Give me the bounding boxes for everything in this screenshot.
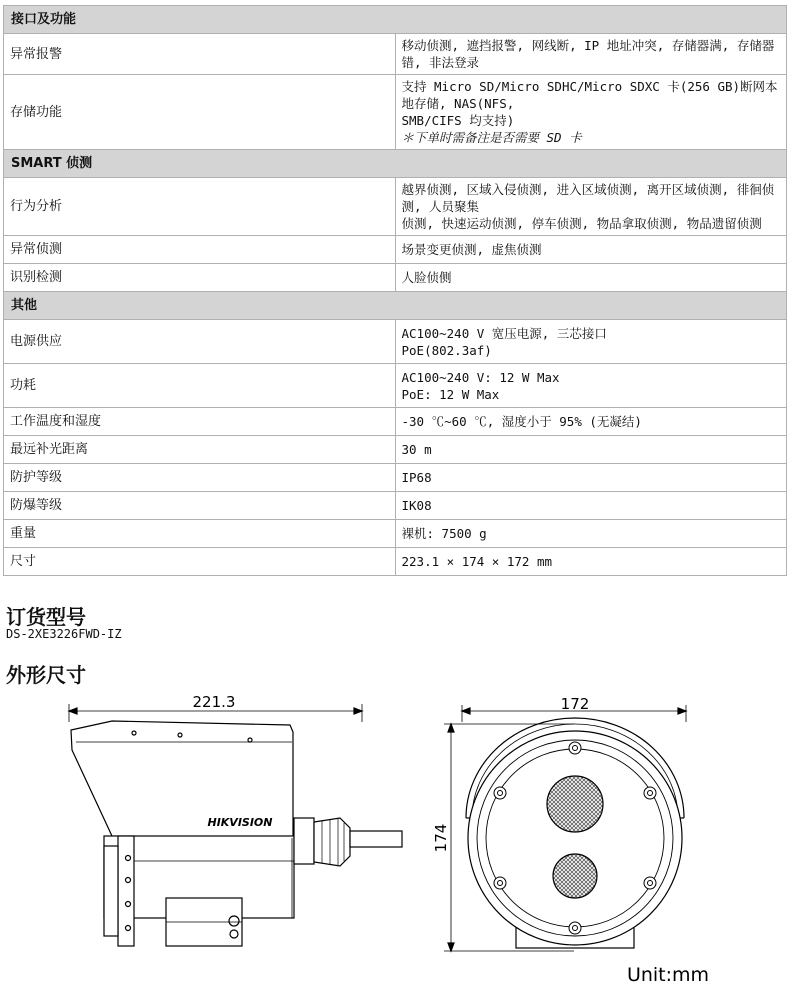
section-title: 其他 bbox=[4, 292, 787, 320]
spec-value-line: IK08 bbox=[401, 498, 432, 513]
spec-value-line: 越界侦测, 区域入侵侦测, 进入区域侦测, 离开区域侦测, 徘徊侦测, 人员聚集 bbox=[401, 182, 775, 214]
spec-value-line: 支持 Micro SD/Micro SDHC/Micro SDXC 卡(256 GB)断网本地存储, NAS(NFS, bbox=[401, 79, 778, 111]
side-length-label: 221.3 bbox=[192, 693, 236, 711]
lens-window bbox=[547, 776, 603, 832]
spec-key: 最远补光距离 bbox=[4, 436, 396, 464]
spec-value-line: 人脸侦侧 bbox=[401, 270, 452, 285]
front-height-label: 174 bbox=[432, 823, 450, 853]
order-heading: 订货型号 bbox=[6, 605, 86, 629]
spec-value-line: 223.1 × 174 × 172 mm bbox=[401, 554, 553, 569]
spec-note: ＊下单时需备注是否需要 SD 卡 bbox=[401, 130, 582, 145]
spec-key: 重量 bbox=[4, 520, 396, 548]
spec-key: 异常侦测 bbox=[4, 236, 396, 264]
front-housing-outer bbox=[468, 731, 682, 945]
spec-value-line: PoE(802.3af) bbox=[401, 342, 492, 358]
front-width-label: 172 bbox=[560, 695, 590, 713]
spec-value-line: 侦测, 快速运动侦测, 停车侦测, 物品拿取侦测, 物品遗留侦测 bbox=[401, 216, 762, 231]
spec-value-line: SMB/CIFS 均支持) bbox=[401, 113, 515, 128]
spec-key: 存储功能 bbox=[4, 75, 396, 150]
brand-logo: HIKVISION bbox=[207, 816, 273, 829]
spec-key: 尺寸 bbox=[4, 548, 396, 576]
spec-value-line: 裸机: 7500 g bbox=[401, 526, 487, 541]
spec-value-line: AC100~240 V 宽压电源, 三芯接口 bbox=[401, 325, 607, 341]
spec-value-line: -30 ℃~60 ℃, 湿度小于 95% (无凝结) bbox=[401, 414, 642, 429]
spec-key: 异常报警 bbox=[4, 34, 396, 75]
section-title: SMART 侦测 bbox=[4, 150, 787, 178]
spec-value-line: IP68 bbox=[401, 470, 432, 485]
spec-key: 电源供应 bbox=[4, 320, 396, 364]
section-title: 接口及功能 bbox=[4, 6, 787, 34]
spec-value-line: AC100~240 V: 12 W Max bbox=[401, 369, 560, 385]
spec-value-line: 场景变更侦测, 虚焦侦测 bbox=[401, 242, 542, 257]
cable-gland bbox=[294, 818, 314, 864]
model-number: DS-2XE3226FWD-IZ bbox=[6, 627, 122, 641]
front-view bbox=[444, 705, 686, 951]
spec-value-line: 30 m bbox=[401, 442, 432, 457]
spec-key: 行为分析 bbox=[4, 178, 396, 236]
spec-key: 功耗 bbox=[4, 364, 396, 408]
ir-window bbox=[553, 854, 597, 898]
spec-key: 识别检测 bbox=[4, 264, 396, 292]
spec-key: 防护等级 bbox=[4, 464, 396, 492]
unit-label: Unit:mm bbox=[626, 964, 710, 986]
cable bbox=[350, 831, 402, 847]
spec-value-line: 移动侦测, 遮挡报警, 网线断, IP 地址冲突, 存储器满, 存储器错, 非法登录 bbox=[401, 38, 775, 70]
spec-value-line: PoE: 12 W Max bbox=[401, 386, 500, 402]
spec-key: 工作温度和湿度 bbox=[4, 408, 396, 436]
spec-key: 防爆等级 bbox=[4, 492, 396, 520]
dimensions-heading: 外形尺寸 bbox=[6, 663, 86, 687]
